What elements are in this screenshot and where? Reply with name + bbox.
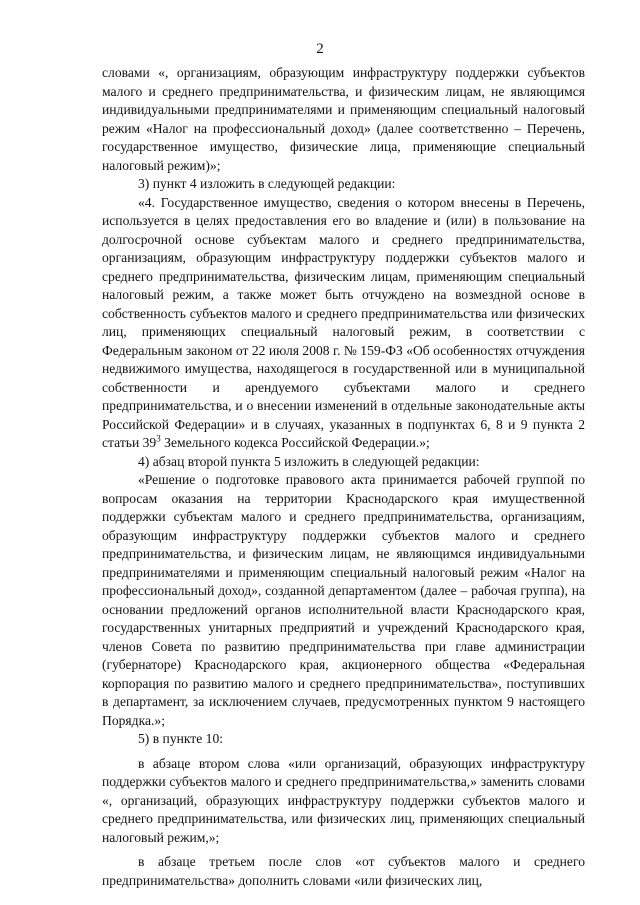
- superscript-index: 3: [156, 433, 161, 444]
- paragraph-item-3-text: [102, 194, 585, 453]
- paragraph-item-3-text-main: «4. Государственное имущество, сведения о котором внесены в Перечень, используется в целях предоставления его во владение и (или) в пользование на долгосрочной основе субъектам малого и среднего предпринимательства, организациям, образующим инфраструктуру поддержки субъектов малого и среднего предпринимательства, физическим лицам, применяющим специальный налоговый режим, а также может быть отчуждено на возмездной основе в собственность субъектов малого и среднего предпринимательства или физических лиц, применяющих специальный налоговый режим, в соответствии с Федеральным законом от 22 июля 2008 г. № 159-ФЗ «Об особенностях отчуждения недвижимого имущества, находящегося в государственной или в муниципальной собственности и арендуемого субъектами малого и среднего предпринимательства, и о внесении изменений в отдельные законодательные акты Российской Федерации» и в случаях, указанных в подпунктах 6, 8 и 9 пункта 2 статьи 39: [102, 194, 585, 450]
- document-body: [102, 64, 585, 890]
- paragraph-item-4: 4) абзац второй пункта 5 изложить в следующей редакции:: [138, 453, 480, 469]
- page-number: 2: [316, 41, 324, 57]
- paragraph-item-5-abzac-2: в абзаце втором слова «или организаций, образующих инфраструктуру поддержки субъектов малого и среднего предпринимательства,» заменить словами «, организаций, образующих инфраструктуру поддержки субъектов малого и среднего предпринимательства, или физических лиц, применяющих специальный налоговый режим,»;: [102, 755, 585, 845]
- paragraph-continuation: словами «, организациям, образующим инфраструктуру поддержки субъектов малого и среднего предпринимательства, и физическим лицам, не являющимся индивидуальными предпринимателями и применяющим специальный налоговый режим «Налог на профессиональный доход» (далее соответственно – Перечень, государственное имущество, физические лица, применяющие специальный налоговый режим)»;: [102, 65, 585, 173]
- paragraph-item-5: 5) в пункте 10:: [138, 731, 224, 746]
- paragraph-item-3-text-end: Земельного кодекса Российской Федерации.»;: [160, 435, 430, 450]
- paragraph-item-3: 3) пункт 4 изложить в следующей редакции:: [138, 176, 396, 191]
- paragraph-item-5-abzac-3: в абзаце третьем после слов «от субъектов малого и среднего предпринимательства» дополнить словами «или физических лиц,: [102, 854, 585, 888]
- paragraph-item-4-text: «Решение о подготовке правового акта принимается рабочей группой по вопросам оказания на территории Краснодарского края имущественной поддержки субъектам малого и среднего предпринимательства, организациям, образующим инфраструктуру поддержки субъектов малого и среднего предпринимательства, и физическим лицам, не являющимся индивидуальными предпринимателями и применяющим специальный налоговый режим «Налог на профессиональный доход», созданной департаментом (далее – рабочая группа), на основании предложений органов исполнительной власти Краснодарского края, государственных унитарных предприятий и учреждений Краснодарского края, членов Совета по развитию предпринимательства при главе администрации (губернаторе) Краснодарского края, акционерного общества «Федеральная корпорация по развитию малого и среднего предпринимательства», поступивших в департамент, за исключением случаев, предусмотренных пунктом 9 настоящего Порядка.»;: [102, 472, 585, 728]
